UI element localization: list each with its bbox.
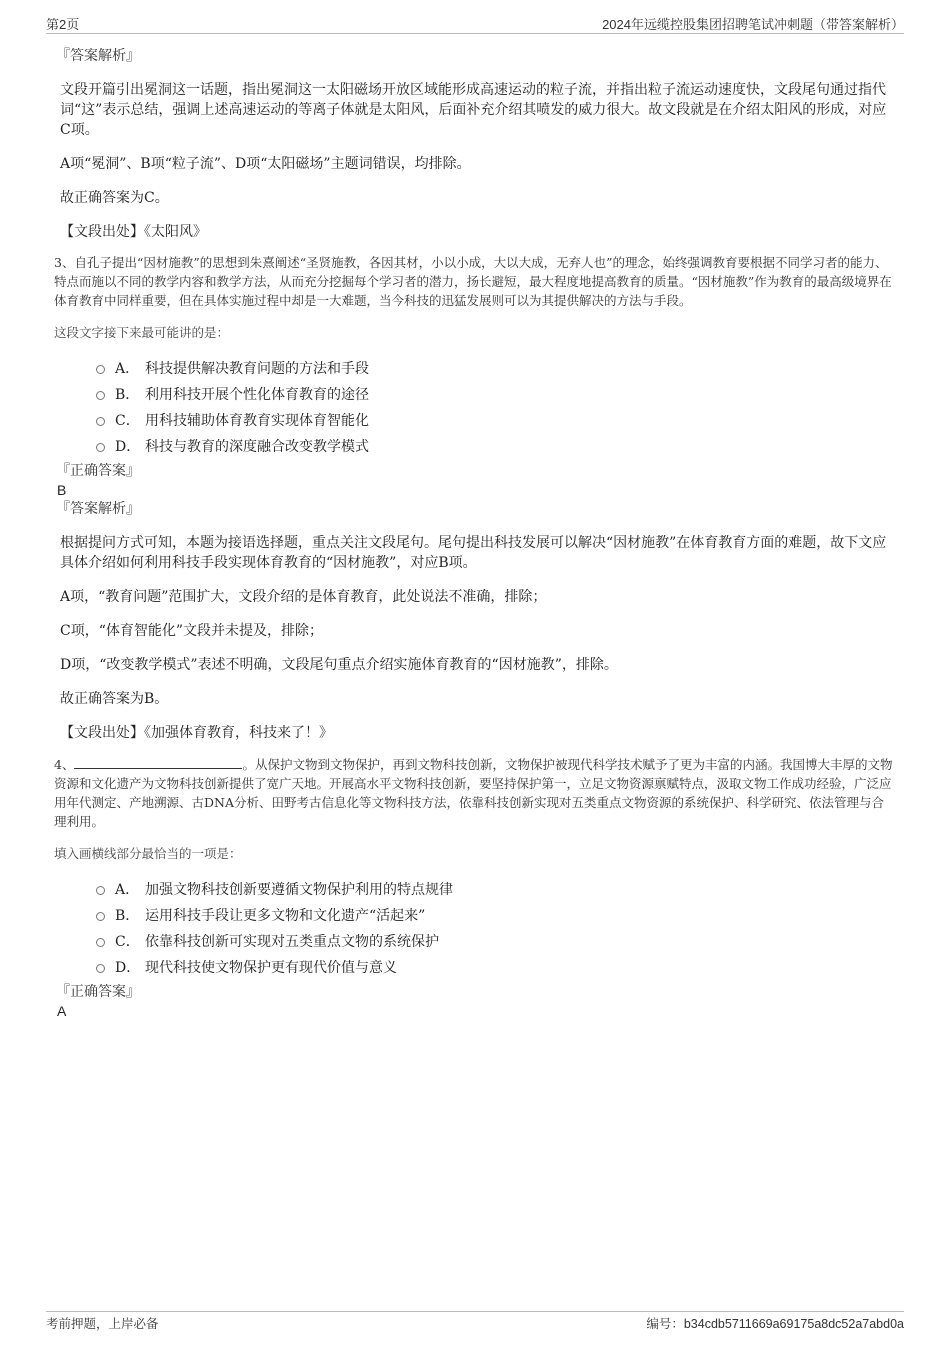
footer-code-label: 编号： (646, 1316, 684, 1331)
q4-options (96, 876, 894, 980)
q4-blank-line (74, 756, 242, 769)
q3-answer: B (57, 482, 67, 498)
option-text: 加强文物科技创新要遵循文物保护利用的特点规律 (145, 882, 453, 898)
q3-stem: 3、自孔子提出“因材施教”的思想到朱熹阐述“圣贤施教，各因其材，小以小成，大以大成，无弃人也”的理念，始终强调教育要根据不同学习者的能力、特点而施以不同的教学内容和教学方法，从而充分挖掘每个学习者的潜力，扬长避短，最大程度地提高教育的质量。“因材施教”作为教育的最高级境界在体育教育中同样重要，但在具体实施过程中却是一大难题，当今科技的迅猛发展则可以为其提供解决的方法与手段。 (54, 255, 892, 308)
q4-option-b[interactable] (96, 902, 894, 928)
q2-source: 【文段出处】《太阳风》 (60, 224, 207, 240)
q4-stem-block (54, 755, 894, 831)
q3-option-d-analysis: D项，“改变教学模式”表述不明确，文段尾句重点介绍实施体育教育的“因材施教”，排除。 (60, 657, 618, 673)
radio-icon[interactable] (96, 391, 105, 400)
footer-slogan: 考前押题，上岸必备 (46, 1316, 159, 1331)
option-text: 现代科技使文物保护更有现代价值与意义 (145, 960, 397, 976)
radio-icon[interactable] (96, 443, 105, 452)
q3-option-a-analysis: A项，“教育问题”范围扩大，文段介绍的是体育教育，此处说法不准确，排除； (60, 589, 547, 605)
q3-analysis-text: 根据提问方式可知，本题为接语选择题，重点关注文段尾句。尾句提出科技发展可以解决“因材施教”在体育教育方面的难题，故下文应具体介绍如何利用科技手段实现体育教育的“因材施教”，对应B项。 (60, 535, 887, 571)
q3-conclusion: 故正确答案为B。 (60, 691, 169, 707)
q3-correct-label: 『正确答案』 (56, 463, 140, 479)
q4-answer: A (57, 1003, 67, 1019)
option-letter: D． (115, 439, 141, 455)
q3-options (96, 355, 894, 459)
option-text: 依靠科技创新可实现对五类重点文物的系统保护 (145, 934, 439, 950)
q2-analysis-text: 文段开篇引出冕洞这一话题，指出冕洞这一太阳磁场开放区域能形成高速运动的粒子流，并指出粒子流运动速度快，文段尾句通过指代词“这”表示总结，强调上述高速运动的等离子体就是太阳风，后面补充介绍其喷发的威力很大。故文段就是在介绍太阳风的形成，对应C项。 (60, 82, 887, 138)
q4-option-a[interactable] (96, 876, 894, 902)
q4-prompt: 填入画横线部分最恰当的一项是： (54, 846, 242, 861)
q2-analysis-label: 『答案解析』 (56, 48, 140, 64)
header-divider (46, 33, 904, 34)
document-body (56, 44, 894, 1020)
option-letter: B． (115, 908, 140, 924)
footer-divider (46, 1311, 904, 1312)
q2-exclude-text: A项“冕洞”、B项“粒子流”、D项“太阳磁场”主题词错误，均排除。 (60, 156, 471, 172)
option-text: 利用科技开展个性化体育教育的途径 (145, 387, 369, 403)
document-title: 2024年远缆控股集团招聘笔试冲刺题（带答案解析） (602, 17, 904, 32)
footer-code (646, 1314, 904, 1332)
radio-icon[interactable] (96, 886, 105, 895)
option-text: 运用科技手段让更多文物和文化遗产“活起来” (145, 908, 426, 924)
option-letter: D． (115, 960, 141, 976)
q4-option-d[interactable] (96, 954, 894, 980)
q2-conclusion: 故正确答案为C。 (60, 190, 169, 206)
option-letter: A． (115, 361, 140, 377)
radio-icon[interactable] (96, 417, 105, 426)
q3-option-b[interactable] (96, 381, 894, 407)
q3-option-d[interactable] (96, 433, 894, 459)
q3-option-a[interactable] (96, 355, 894, 381)
q3-option-c-analysis: C项，“体育智能化”文段并未提及，排除； (60, 623, 324, 639)
q3-analysis-label: 『答案解析』 (56, 501, 140, 517)
q4-stem: 。从保护文物到文物保护，再到文物科技创新，文物保护被现代科学技术赋予了更为丰富的内涵。我国博大丰厚的文物资源和文化遗产为文物科技创新提供了宽广天地。开展高水平文物科技创新，要坚持保护第一，立足文物资源禀赋特点，汲取文物工作成功经验，广泛应用年代测定、产地溯源、古DNA分析、田野考古信息化等文物科技方法，依靠科技创新实现对五类重点文物资源的系统保护、科学研究、依法管理与合理利用。 (54, 757, 893, 829)
option-letter: A． (115, 882, 140, 898)
q4-option-c[interactable] (96, 928, 894, 954)
option-letter: C． (115, 934, 140, 950)
q3-option-c[interactable] (96, 407, 894, 433)
q3-prompt: 这段文字接下来最可能讲的是： (54, 325, 230, 340)
option-text: 科技提供解决教育问题的方法和手段 (145, 361, 369, 377)
footer-code-value: b34cdb5711669a69175a8dc52a7abd0a (683, 1317, 904, 1331)
q4-number: 4、 (54, 757, 75, 772)
option-letter: B． (115, 387, 140, 403)
radio-icon[interactable] (96, 912, 105, 921)
option-text: 科技与教育的深度融合改变教学模式 (145, 439, 369, 455)
radio-icon[interactable] (96, 938, 105, 947)
q3-source: 【文段出处】《加强体育教育，科技来了！》 (60, 725, 333, 741)
radio-icon[interactable] (96, 365, 105, 374)
option-letter: C． (115, 413, 140, 429)
page-number: 第2页 (46, 17, 80, 32)
radio-icon[interactable] (96, 964, 105, 973)
q4-correct-label: 『正确答案』 (56, 984, 140, 1000)
option-text: 用科技辅助体育教育实现体育智能化 (145, 413, 369, 429)
